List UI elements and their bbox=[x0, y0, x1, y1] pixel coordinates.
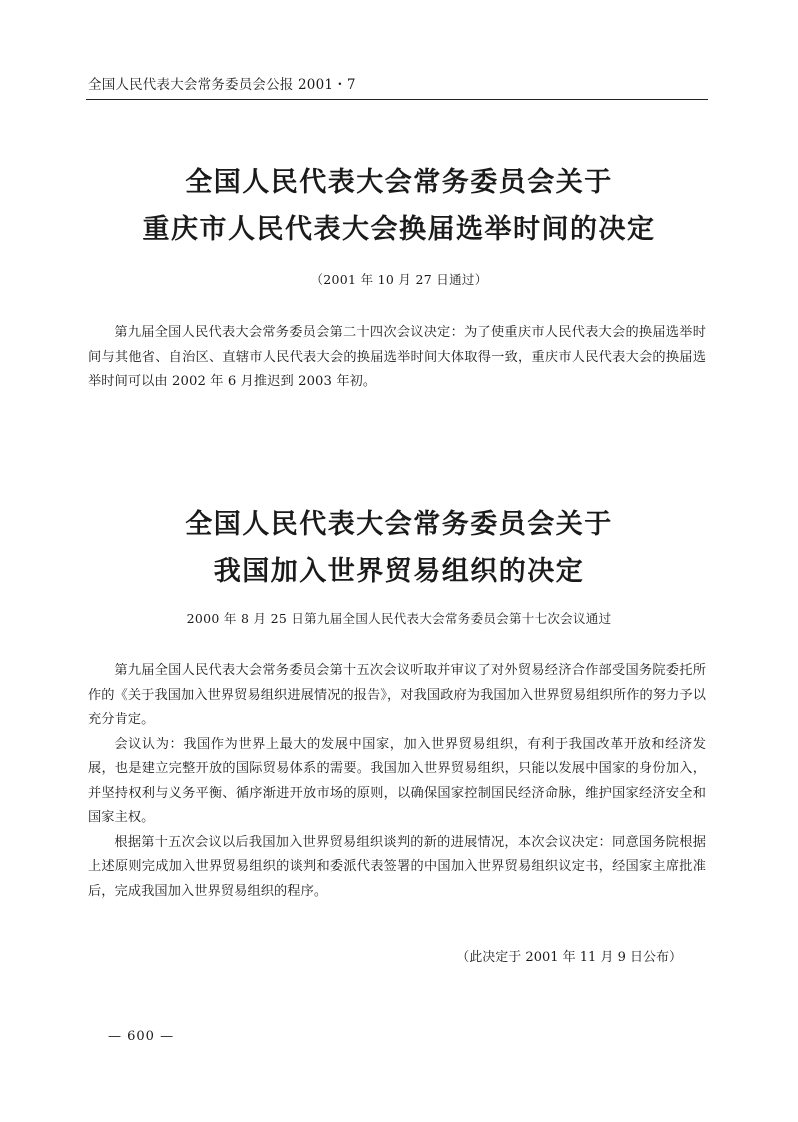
decision2-adopted-note: 2000 年 8 月 25 日第九届全国人民代表大会常务委员会第十七次会议通过 bbox=[186, 611, 612, 626]
decision1-adopted-note: （2001 年 10 月 27 日通过） bbox=[310, 272, 488, 287]
decision1-paragraph: 第九届全国人民代表大会常务委员会第二十四次会议决定：为了使重庆市人民代表大会的换届选举时间与其他省、自治区、直辖市人民代表大会的换届选举时间大体取得一致，重庆市人民代表大会的换届选举时间可以由 2002 年 6 月推迟到 2003 年初。 bbox=[88, 325, 706, 389]
decision2-title-line2: 我国加入世界贸易组织的决定 bbox=[213, 556, 585, 587]
decision2-title-line1: 全国人民代表大会常务委员会关于 bbox=[185, 509, 613, 540]
decision2-paragraph: 根据第十五次会议以后我国加入世界贸易组织谈判的新的进展情况，本次会议决定：同意国务院根据上述原则完成加入世界贸易组织的谈判和委派代表签署的中国加入世界贸易组织议定书，经国家主席批准后，完成我国加入世界贸易组织的程序。 bbox=[88, 834, 706, 899]
header-rule bbox=[86, 99, 708, 100]
decision2-paragraph: 会议认为：我国作为世界上最大的发展中国家，加入世界贸易组织，有利于我国改革开放和经济发展，也是建立完整开放的国际贸易体系的需要。我国加入世界贸易组织，只能以发展中国家的身份加入，并坚持权利与义务平衡、循序渐进开放市场的原则，以确保国家控制国民经济命脉，维护国家经济安全和国家主权。 bbox=[88, 736, 706, 825]
decision1-body bbox=[88, 321, 706, 395]
decision2-signoff: （此决定于 2001 年 11 月 9 日公布） bbox=[456, 950, 682, 965]
decision2-body bbox=[88, 659, 706, 904]
decision2-paragraph: 第九届全国人民代表大会常务委员会第十五次会议听取并审议了对外贸易经济合作部受国务院委托所作的《关于我国加入世界贸易组织进展情况的报告》，对我国政府为我国加入世界贸易组织所作的努力予以充分肯定。 bbox=[88, 663, 706, 727]
running-header: 全国人民代表大会常务委员会公报 2001・7 bbox=[88, 77, 356, 93]
page-number: — 600 — bbox=[108, 1029, 175, 1044]
decision1-title-line2: 重庆市人民代表大会换届选举时间的决定 bbox=[142, 214, 656, 245]
decision1-title-line1: 全国人民代表大会常务委员会关于 bbox=[185, 167, 613, 198]
